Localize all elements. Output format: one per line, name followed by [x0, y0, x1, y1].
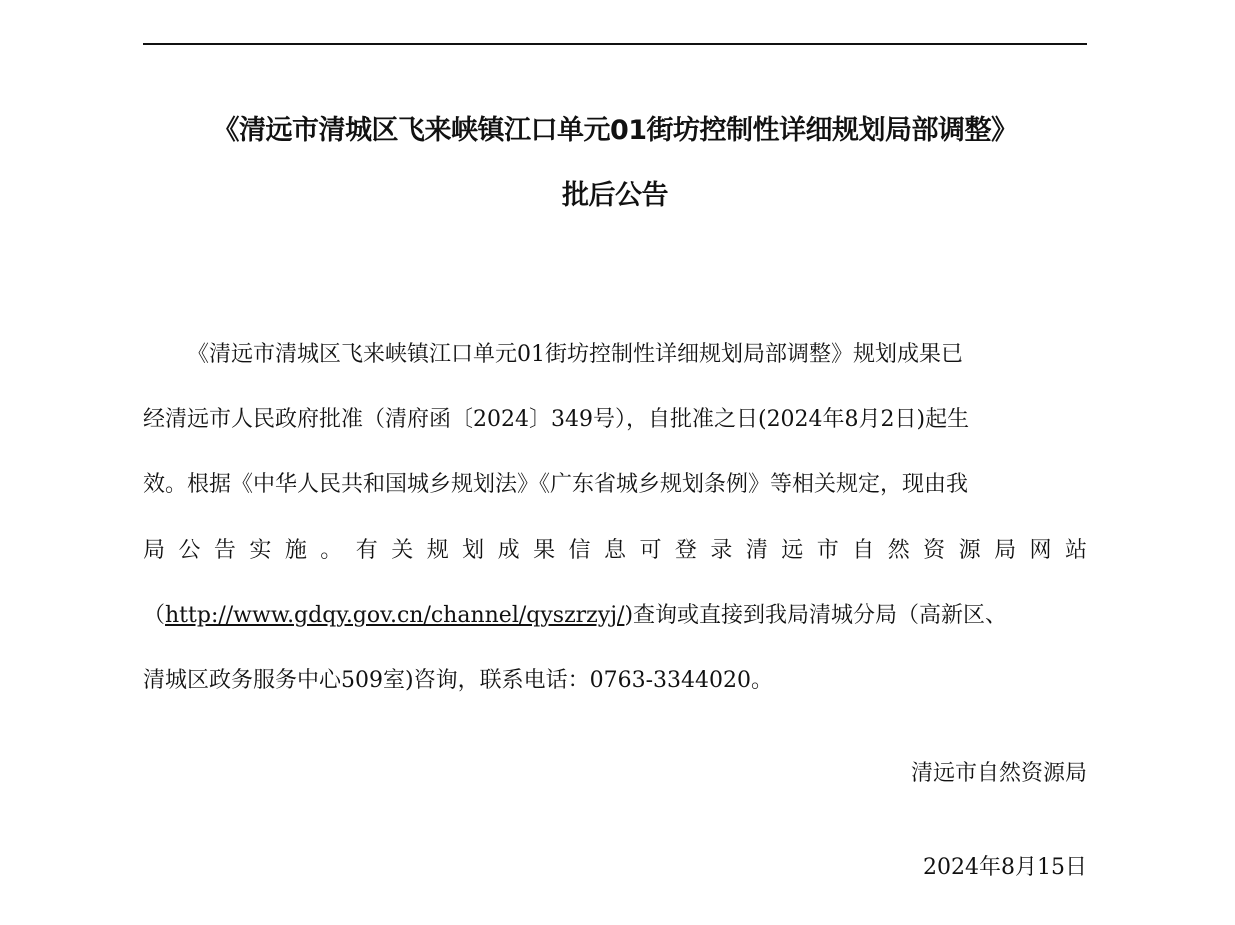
document-subtitle: 批后公告 — [562, 180, 668, 211]
header-divider — [143, 43, 1087, 45]
body-line-1: 《清远市清城区飞来峡镇江口单元01街坊控制性详细规划局部调整》规划成果已 — [187, 342, 963, 367]
document-title: 《清远市清城区飞来峡镇江口单元01街坊控制性详细规划局部调整》 — [212, 115, 1018, 146]
body-line-5-suffix: )查询或直接到我局清城分局（高新区、 — [624, 603, 1008, 628]
body-line-5-prefix: （ — [143, 603, 166, 628]
issuer-signature: 清远市自然资源局 — [910, 761, 1087, 786]
body-line-5 — [143, 600, 1087, 632]
issue-date: 2024年8月15日 — [923, 855, 1087, 880]
body-line-6: 清城区政务服务中心509室)咨询，联系电话：0763-3344020。 — [143, 668, 773, 693]
website-link[interactable]: http://www.gdqy.gov.cn/channel/qyszrzyj/ — [165, 603, 625, 628]
body-line-3: 效。根据《中华人民共和国城乡规划法》《广东省城乡规划条例》等相关规定，现由我 — [143, 472, 969, 497]
body-line-2: 经清远市人民政府批准（清府函〔2024〕349号），自批准之日(2024年8月2日)起生 — [143, 407, 970, 432]
body-line-4: 局 公 告 实 施 。 有 关 规 划 成 果 信 息 可 登 录 清 远 市 自 然 资 源 局 网 站 — [143, 538, 1087, 563]
